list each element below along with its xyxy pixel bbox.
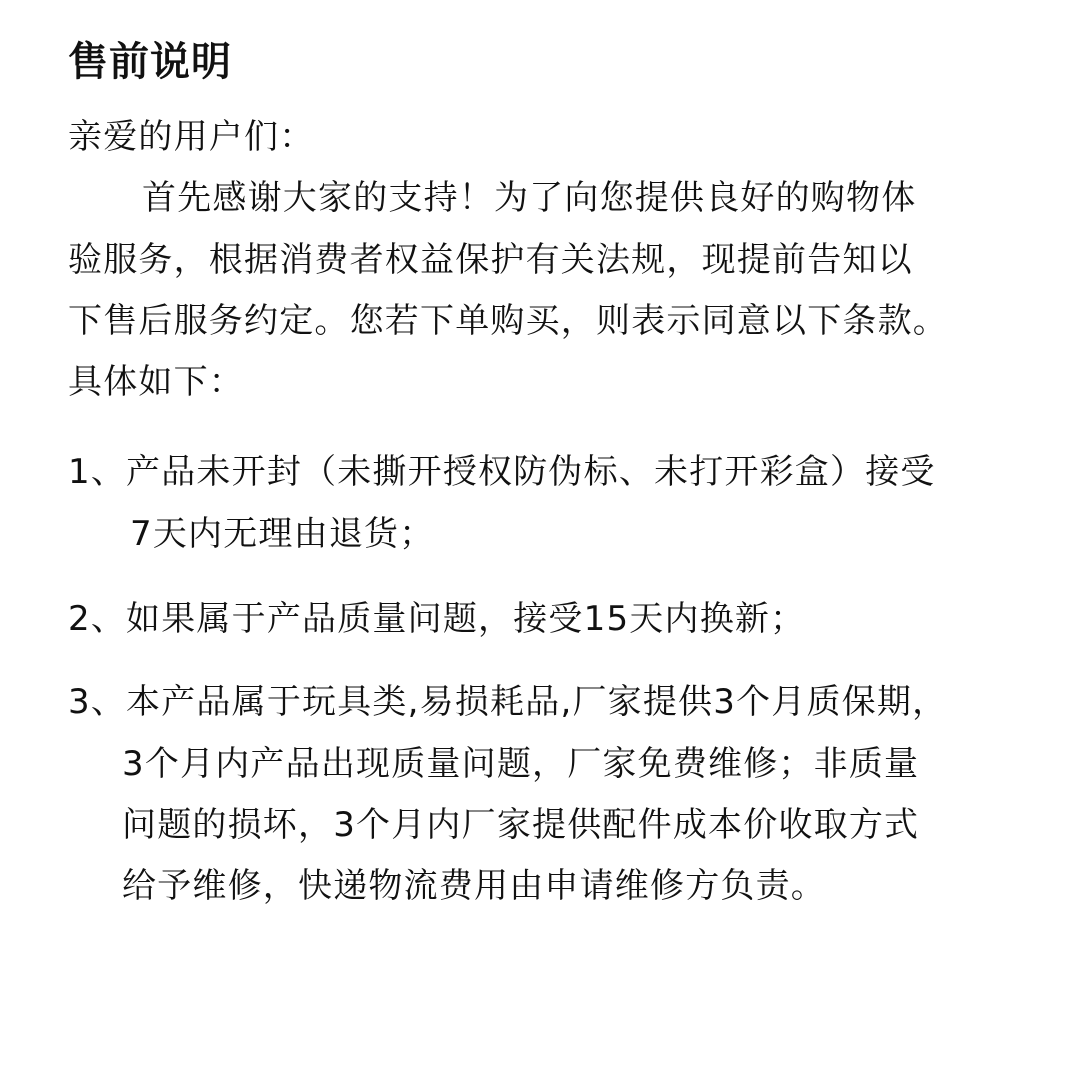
page-title: 售前说明 [68, 39, 232, 85]
policy-item-1-line-2: 7天内无理由退货； [130, 514, 435, 554]
intro-line-3: 下售后服务约定。您若下单购买，则表示同意以下条款。 [68, 301, 948, 341]
intro-line-2: 验服务，根据消费者权益保护有关法规，现提前告知以 [68, 240, 913, 280]
policy-item-1-line-1: 1、产品未开封（未撕开授权防伪标、未打开彩盒）接受 [68, 452, 936, 492]
policy-item-3-line-2: 3个月内产品出现质量问题，厂家免费维修；非质量 [122, 744, 920, 784]
policy-item-2-line-1: 2、如果属于产品质量问题，接受15天内换新； [68, 599, 806, 639]
greeting-text: 亲爱的用户们： [68, 117, 315, 157]
intro-line-4: 具体如下： [68, 362, 244, 402]
intro-line-1: 首先感谢大家的支持！为了向您提供良好的购物体 [142, 178, 917, 218]
policy-item-3-line-1: 3、本产品属于玩具类,易损耗品,厂家提供3个月质保期， [68, 682, 948, 722]
policy-item-3-line-3: 问题的损坏，3个月内厂家提供配件成本价收取方式 [122, 805, 920, 845]
policy-item-3-line-4: 给予维修，快递物流费用由申请维修方负责。 [122, 866, 826, 906]
